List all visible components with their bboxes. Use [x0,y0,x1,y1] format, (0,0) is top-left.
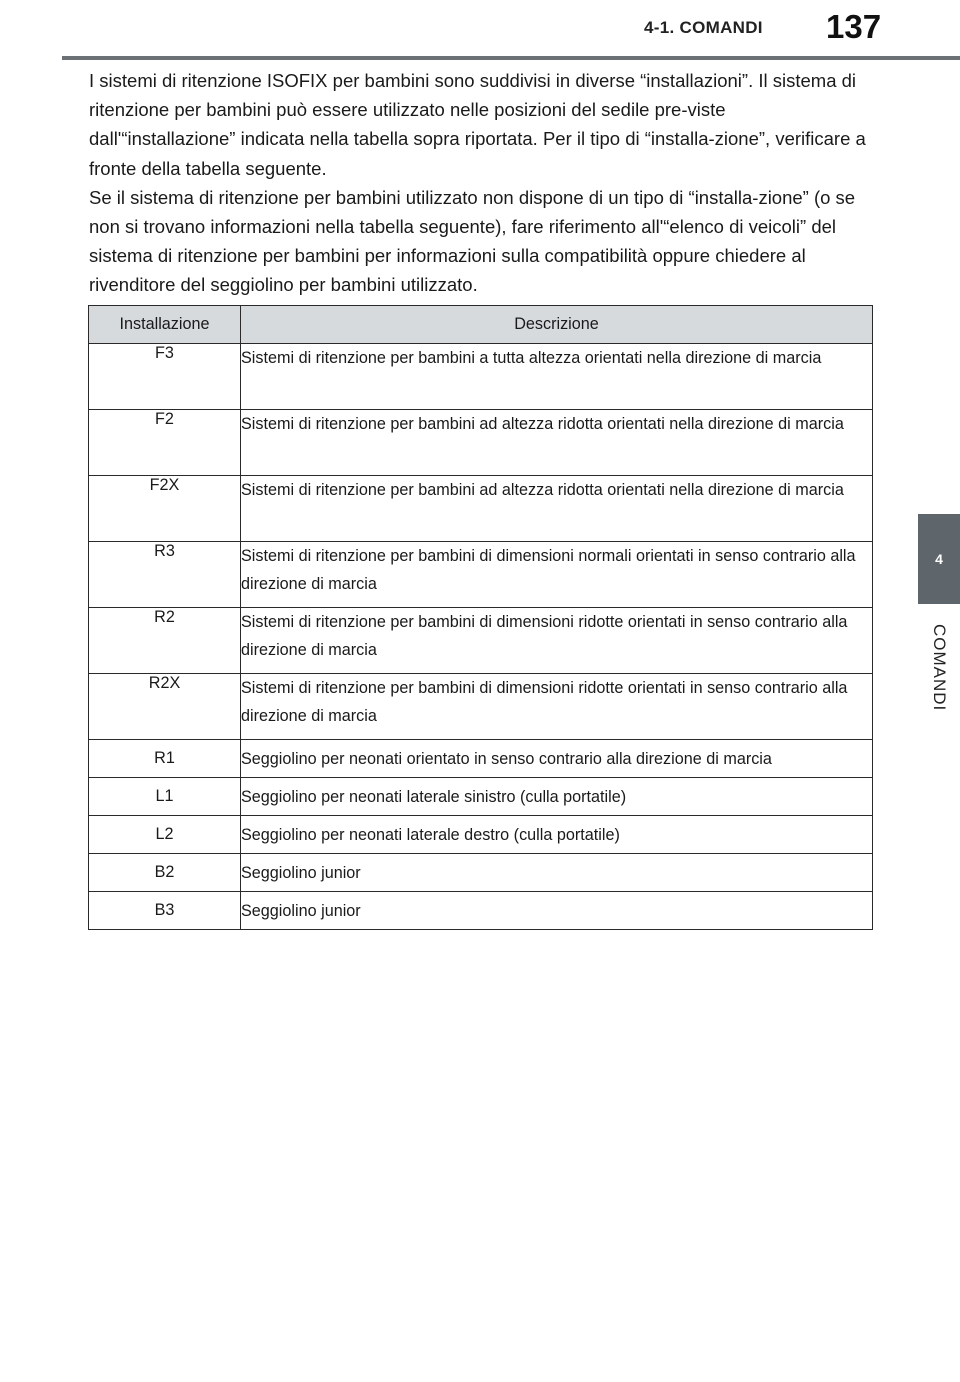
intro-paragraph-2: Se il sistema di ritenzione per bambini utilizzato non dispone di un tipo di “installa-zione” (o se non si trovano informazioni nella tabella seguente), fare riferimento all'“elenco di veicoli” del sistema di ritenzione per bambini per informazioni sulla compatibilità oppure chiedere al rivenditore del seggiolino per bambini utilizzato. [89,186,856,296]
installation-code: R2 [89,608,241,674]
section-title: 4-1. COMANDI [644,18,763,37]
installation-description: Seggiolino per neonati laterale sinistro (culla portatile) [241,778,873,816]
table-row [89,542,873,608]
intro-text [89,66,873,300]
table-header-row [89,306,873,344]
intro-paragraph-1: I sistemi di ritenzione ISOFIX per bambini sono suddivisi in diverse “installazioni”. Il sistema di ritenzione per bambini può essere utilizzato nelle posizioni del sedile pre-viste dall'“installazione” indicata nella tabella sopra riportata. Per il tipo di “installa-zione”, verificare a fronte della tabella seguente. [89,70,866,179]
installation-code: L1 [89,778,241,816]
page-number: 137 [826,8,882,45]
header-descrizione: Descrizione [241,306,873,344]
chapter-side-label [920,618,958,718]
installation-description: Seggiolino junior [241,854,873,892]
chapter-number: 4 [935,551,943,567]
installation-description: Seggiolino junior [241,892,873,930]
table-row [89,674,873,740]
table-row [89,344,873,410]
installation-code: R1 [89,740,241,778]
installation-description: Seggiolino per neonati laterale destro (culla portatile) [241,816,873,854]
installation-code: L2 [89,816,241,854]
table-row [89,816,873,854]
chapter-label: COMANDI [930,624,949,712]
header-divider [62,56,960,60]
installation-description: Sistemi di ritenzione per bambini a tutta altezza orientati nella direzione di marcia [241,344,873,410]
chapter-tab [918,514,960,604]
header-installazione: Installazione [89,306,241,344]
installation-code: F2 [89,410,241,476]
table-row [89,854,873,892]
table-row [89,476,873,542]
installation-description: Sistemi di ritenzione per bambini di dimensioni normali orientati in senso contrario alla direzione di marcia [241,542,873,608]
table-row [89,608,873,674]
installation-code: B2 [89,854,241,892]
installation-description: Sistemi di ritenzione per bambini di dimensioni ridotte orientati in senso contrario alla direzione di marcia [241,674,873,740]
table-row [89,778,873,816]
table-row [89,892,873,930]
installation-table [88,305,873,930]
installation-code: F3 [89,344,241,410]
installation-code: B3 [89,892,241,930]
installation-description: Seggiolino per neonati orientato in senso contrario alla direzione di marcia [241,740,873,778]
table-row [89,410,873,476]
installation-code: R3 [89,542,241,608]
installation-description: Sistemi di ritenzione per bambini di dimensioni ridotte orientati in senso contrario alla direzione di marcia [241,608,873,674]
installation-description: Sistemi di ritenzione per bambini ad altezza ridotta orientati nella direzione di marcia [241,410,873,476]
installation-code: R2X [89,674,241,740]
installation-description: Sistemi di ritenzione per bambini ad altezza ridotta orientati nella direzione di marcia [241,476,873,542]
installation-code: F2X [89,476,241,542]
table-row [89,740,873,778]
